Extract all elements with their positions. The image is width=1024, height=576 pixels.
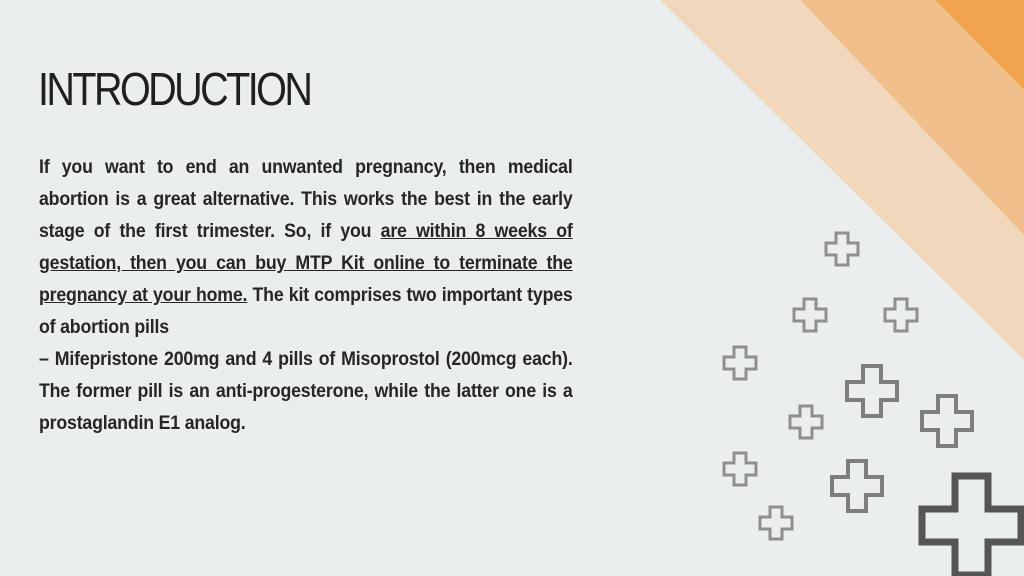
intro-paragraph	[39, 152, 573, 344]
plus-icon	[760, 507, 792, 539]
introduction-body	[39, 152, 573, 440]
kit-text: The kit comprises two important types of abortion pills	[39, 285, 573, 338]
plus-icon	[790, 406, 822, 438]
page-title: INTRODUCTION	[38, 63, 311, 115]
plus-icon	[724, 347, 756, 379]
plus-icon	[724, 453, 756, 485]
plus-icon	[832, 461, 882, 511]
plus-icon	[847, 366, 897, 416]
plus-icon	[922, 396, 972, 446]
intro-text: If you want to end an unwanted pregnancy, then medical abortion is a great alternative. This works the best in the early stage of the first trimester. So, if you	[39, 157, 573, 242]
plus-icon	[794, 299, 826, 331]
buy-mtp-kit-link[interactable]: are within 8 weeks of gestation, then you can buy MTP Kit online to terminate the pregnancy at your home.	[39, 221, 573, 306]
plus-icon-large	[922, 476, 1021, 575]
pills-paragraph: – Mifepristone 200mg and 4 pills of Misoprostol (200mcg each). The former pill is an anti-progesterone, while the latter one is a prostaglandin E1 analog.	[39, 349, 573, 434]
plus-icon	[826, 233, 858, 265]
plus-icon	[885, 299, 917, 331]
